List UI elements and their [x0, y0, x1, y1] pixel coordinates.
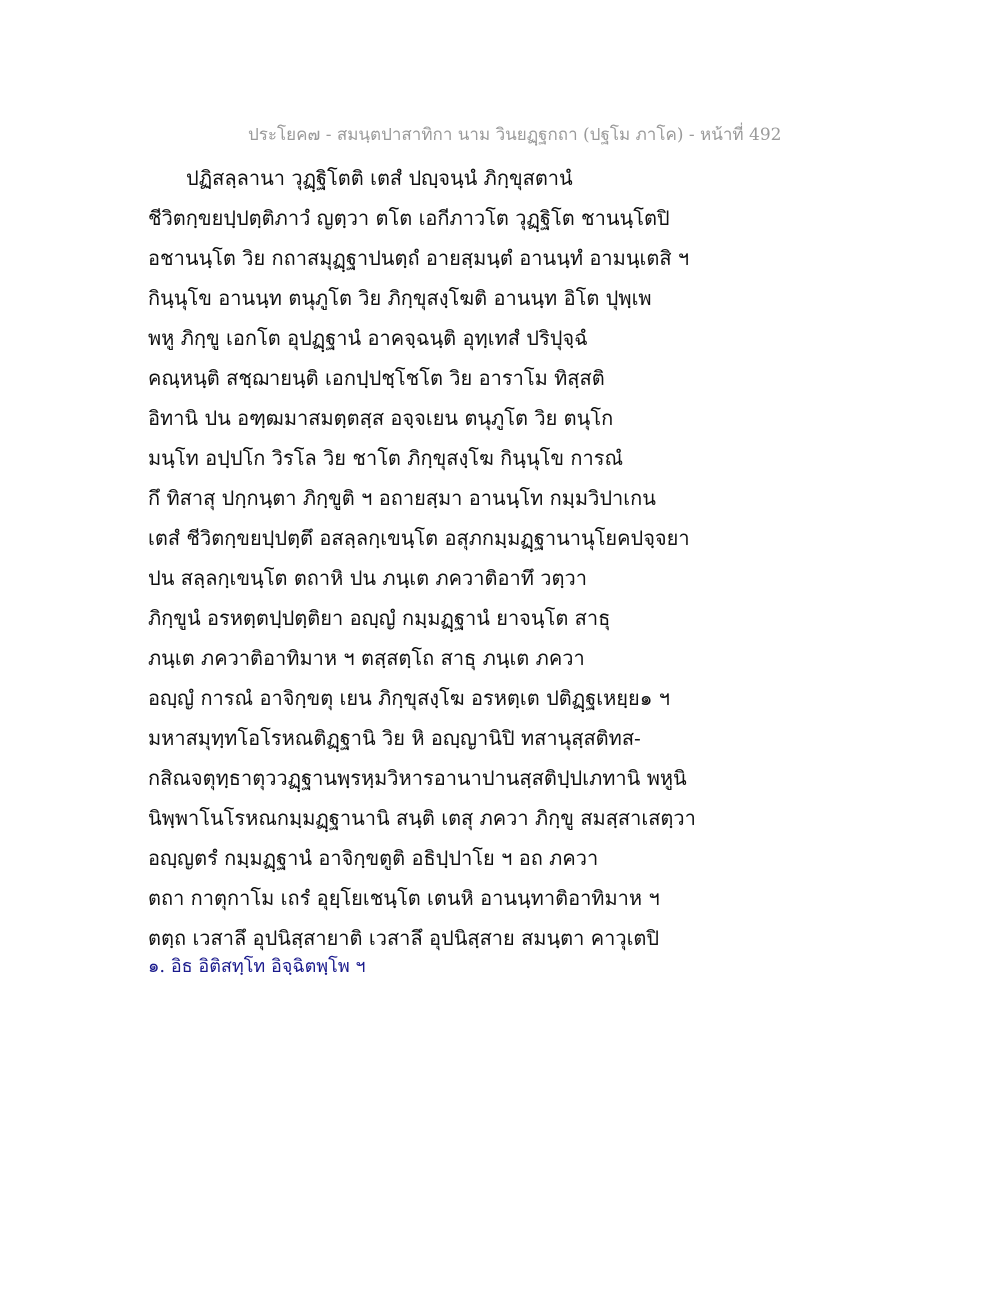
- body-line: ตตฺถ เวสาลึ อุปนิสฺสายาติ เวสาลึ อุปนิสฺสาย สมนฺตา คาวุเตปิ: [148, 926, 660, 950]
- body-line: นิพฺพาโนโรหณกมฺมฏฺฐานานิ สนฺติ เตสุ ภควา ภิกฺขู สมสฺสาเสตฺวา: [148, 806, 696, 830]
- body-line: อญฺญตรํ กมฺมฏฺฐานํ อาจิกฺขตูติ อธิปฺปาโย ฯ อถ ภควา: [148, 846, 599, 870]
- body-line: อญฺญํ การณํ อาจิกฺขตุ เยน ภิกฺขุสงฺโฆ อรหตฺเต ปติฏฺฐเหยฺย๑ ฯ: [148, 686, 670, 710]
- body-line: กินฺนุโข อานนฺท ตนุภูโต วิย ภิกฺขุสงฺโฆติ อานนฺท อิโต ปุพฺเพ: [148, 286, 652, 310]
- body-line: ปน สลฺลกฺเขนฺโต ตถาหิ ปน ภนฺเต ภควาติอาทึ วตฺวา: [148, 566, 587, 590]
- body-line: มนฺโท อปฺปโก วิรโล วิย ชาโต ภิกฺขุสงฺโฆ กินฺนุโข การณํ: [148, 446, 624, 470]
- footnote: ๑. อิธ อิติสทฺโท อิจฺฉิตพฺโพ ฯ: [148, 956, 366, 977]
- body-line: อิทานิ ปน อฑฺฒมาสมตฺตสฺส อจฺจเยน ตนุภูโต วิย ตนุโก: [148, 406, 614, 430]
- body-line: ชีวิตกฺขยปฺปตฺติภาวํ ญตฺวา ตโต เอกีภาวโต วุฏฺฐิโต ชานนฺโตปิ: [148, 206, 670, 230]
- body-line: ภนฺเต ภควาติอาทิมาห ฯ ตสฺสตฺโถ สาธุ ภนฺเต ภควา: [148, 646, 585, 670]
- body-line: มหาสมุทฺทโอโรหณติฏฺฐานิ วิย หิ อญฺญานิปิ ทสานุสฺสติทส-: [148, 726, 641, 750]
- body-line: กสิณจตุทฺธาตุววฏฺฐานพฺรหฺมวิหารอานาปานสฺสติปฺปเภทานิ พหูนิ: [148, 766, 687, 790]
- body-line: พหู ภิกฺขู เอกโต อุปฏฺฐานํ อาคจฺฉนฺติ อุทฺเทสํ ปริปุจฺฉํ: [148, 326, 588, 350]
- body-line: ปฏิสลฺลานา วุฏฺฐิโตติ เตสํ ปญฺจนฺนํ ภิกฺขุสตานํ: [186, 166, 573, 190]
- body-line: เตสํ ชีวิตกฺขยปฺปตฺตึ อสลฺลกฺเขนฺโต อสุภกมฺมฏฺฐานานุโยคปจฺจยา: [148, 526, 690, 550]
- body-line: อชานนฺโต วิย กถาสมุฏฺฐาปนตฺถํ อายสฺมนฺตํ อานนฺทํ อามนฺเตสิ ฯ: [148, 246, 690, 270]
- body-line: ภิกฺขูนํ อรหตฺตปฺปตฺติยา อญฺญํ กมฺมฏฺฐานํ ยาจนฺโต สาธุ: [148, 606, 611, 630]
- body-line: ตถา กาตุกาโม เถรํ อุยฺโยเชนฺโต เตนหิ อานนฺทาติอาทิมาห ฯ: [148, 886, 660, 910]
- running-header: ประโยค๗ - สมนฺตปาสาทิกา นาม วินยฏฺฐกถา (ปฐโม ภาโค) - หน้าที่ 492: [248, 125, 782, 145]
- body-line: กึ ทิสาสุ ปกฺกนฺตา ภิกฺขูติ ฯ อถายสฺมา อานนฺโท กมฺมวิปาเกน: [148, 486, 656, 510]
- body-text: [148, 158, 768, 958]
- body-line: คณฺหนฺติ สชฺฌายนฺติ เอกปฺปชฺโชโต วิย อาราโม ทิสฺสติ: [148, 366, 605, 390]
